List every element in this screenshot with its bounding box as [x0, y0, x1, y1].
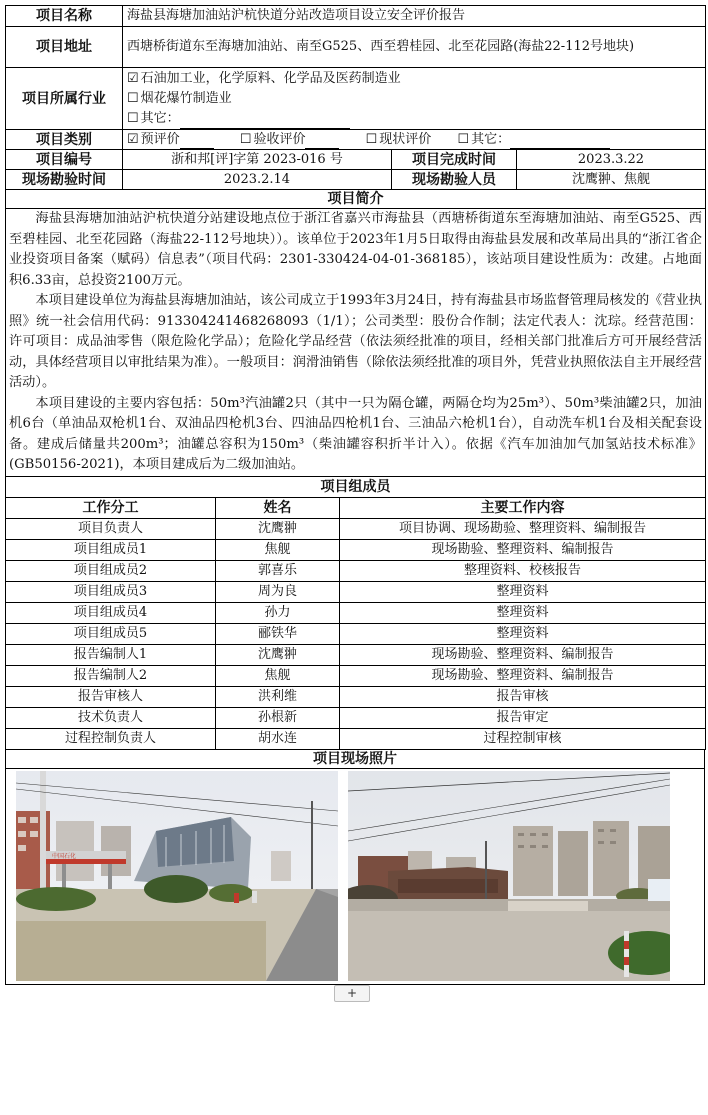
category-label: 项目类别 — [6, 130, 123, 150]
industry-option[interactable]: ☐ 烟花爆竹制造业 — [127, 89, 701, 109]
surveyors-label: 现场勘验人员 — [392, 170, 517, 190]
members-table — [5, 476, 706, 750]
table-row: 报告审核人 洪利维 报告审核 — [6, 686, 706, 707]
industry-option[interactable]: ☑ 石油加工业，化学原料、化学品及医药制造业 — [127, 69, 701, 89]
checkbox-empty-icon: ☐ — [127, 110, 139, 126]
industry-label: 项目所属行业 — [6, 68, 123, 130]
site-photo-residential — [348, 771, 670, 981]
column-header-name: 姓名 — [216, 497, 340, 518]
photos-cell — [6, 768, 705, 984]
photos-title: 项目现场照片 — [6, 749, 705, 768]
checkbox-checked-icon: ☑ — [127, 131, 139, 147]
intro-paragraph: 本项目建设单位为海盐县海塘加油站，该公司成立于1993年3月24日，持有海盐县市场监督管理局核发的《营业执照》统一社会信用代码：91330424146826809​3（1/1）；公司类型：股份合作制；法定代表人：沈琮。经营范围：许可项目：成品油零售（限危险化学品）；危险化学品经营（依法须经批准的项目，经相关部门批准后方可开展经营活动，具体经营项目以审批结果为准）。一般项目：润滑油销售（除依法须经批准的项目外，凭营业执照依法自主开展经营活动）。 — [9, 293, 702, 390]
survey-time: 2023.2.14 — [123, 170, 392, 190]
category-option[interactable]: ☐ 验收评价 — [240, 132, 340, 147]
table-row: 项目负责人 沈鹰翀 项目协调、现场勘验、整理资料、编制报告 — [6, 518, 706, 539]
table-row: 报告编制人1 沈鹰翀 现场勘验、整理资料、编制报告 — [6, 644, 706, 665]
photos-table — [5, 749, 705, 985]
table-row: 项目组成员5 郦铁华 整理资料 — [6, 623, 706, 644]
site-photo-station — [16, 771, 338, 981]
finish-time-label: 项目完成时间 — [392, 150, 517, 170]
surveyors: 沈鹰翀、焦舰 — [517, 170, 706, 190]
intro-paragraph: 本项目建设的主要内容包括：50m³汽油罐2只（其中一只为隔仓罐，两隔仓均为25m³）、50m³柴油罐2只，加油机6台（单油品双枪机1台、双油品四枪机3台、四油品四枪机1台、三油品六枪机1台），自动洗车机1台及相关配套设备。建成后储量共200m³；油罐总容积为150m³（柴油罐容积折半计入）。依据《汽车加油加气加氢站技术标准》(GB50156-2021)，本项目建成后为二级加油站。 — [9, 395, 702, 472]
intro-body — [6, 209, 706, 477]
table-row: 项目组成员1 焦舰 现场勘验、整理资料、编制报告 — [6, 539, 706, 560]
category-option[interactable]: ☐ 现状评价 — [365, 131, 432, 147]
table-row: 项目组成员4 孙力 整理资料 — [6, 602, 706, 623]
checkbox-empty-icon: ☐ — [365, 131, 378, 147]
table-row: 技术负责人 孙根新 报告审定 — [6, 707, 706, 728]
category-option[interactable]: ☐ 其它： — [457, 132, 610, 147]
other-blank — [180, 128, 350, 129]
category-option[interactable]: ☑ 预评价 — [127, 132, 214, 147]
industry-options — [123, 68, 706, 130]
table-row: 过程控制负责人 胡水连 过程控制审核 — [6, 728, 706, 749]
checkbox-checked-icon: ☑ — [127, 70, 139, 86]
add-row-button[interactable]: + — [334, 985, 370, 1002]
project-info-table — [5, 5, 706, 477]
column-header-role: 工作分工 — [6, 497, 216, 518]
table-row: 项目组成员3 周为良 整理资料 — [6, 581, 706, 602]
checkbox-empty-icon: ☐ — [457, 131, 470, 147]
intro-paragraph: 海盐县海塘加油站沪杭快道分站建设地点位于浙江省嘉兴市海盐县（西塘桥街道东至海塘加油站、南至G525、西至碧桂园、北至花园路（海盐22-112号地块））。该单位于2023年1月5日取得由海盐县发展和改革局出具的“浙江省企业投资项目备案（赋码）信息表”（项目代码：2301-330424-04-01-368185），该站项目建设性质为：改建。占地面积6.33亩，总投资2100万元。 — [9, 211, 702, 288]
checkbox-empty-icon: ☐ — [127, 90, 139, 106]
members-title: 项目组成员 — [6, 476, 706, 497]
report-sheet — [5, 5, 705, 985]
gas-station-sign: 中国石化 — [52, 852, 77, 860]
project-address: 西塘桥街道东至海塘加油站、南至G525、西至碧桂园、北至花园路(海盐22-112号地块) — [123, 27, 706, 68]
project-number: 浙和邦[评]字第 2023-016 号 — [123, 150, 392, 170]
checkbox-empty-icon: ☐ — [239, 131, 252, 147]
finish-time: 2023.3.22 — [517, 150, 706, 170]
industry-option[interactable]: ☐ 其它： — [127, 109, 701, 129]
project-number-label: 项目编号 — [6, 150, 123, 170]
address-label: 项目地址 — [6, 27, 123, 68]
project-name-label: 项目名称 — [6, 6, 123, 27]
intro-title: 项目简介 — [6, 190, 706, 209]
category-options — [123, 130, 706, 150]
table-row: 报告编制人2 焦舰 现场勘验、整理资料、编制报告 — [6, 665, 706, 686]
table-row: 项目组成员2 郭喜乐 整理资料、校核报告 — [6, 560, 706, 581]
project-name: 海盐县海塘加油站沪杭快道分站改造项目设立安全评价报告 — [123, 6, 706, 27]
survey-time-label: 现场勘验时间 — [6, 170, 123, 190]
column-header-work: 主要工作内容 — [340, 497, 706, 518]
